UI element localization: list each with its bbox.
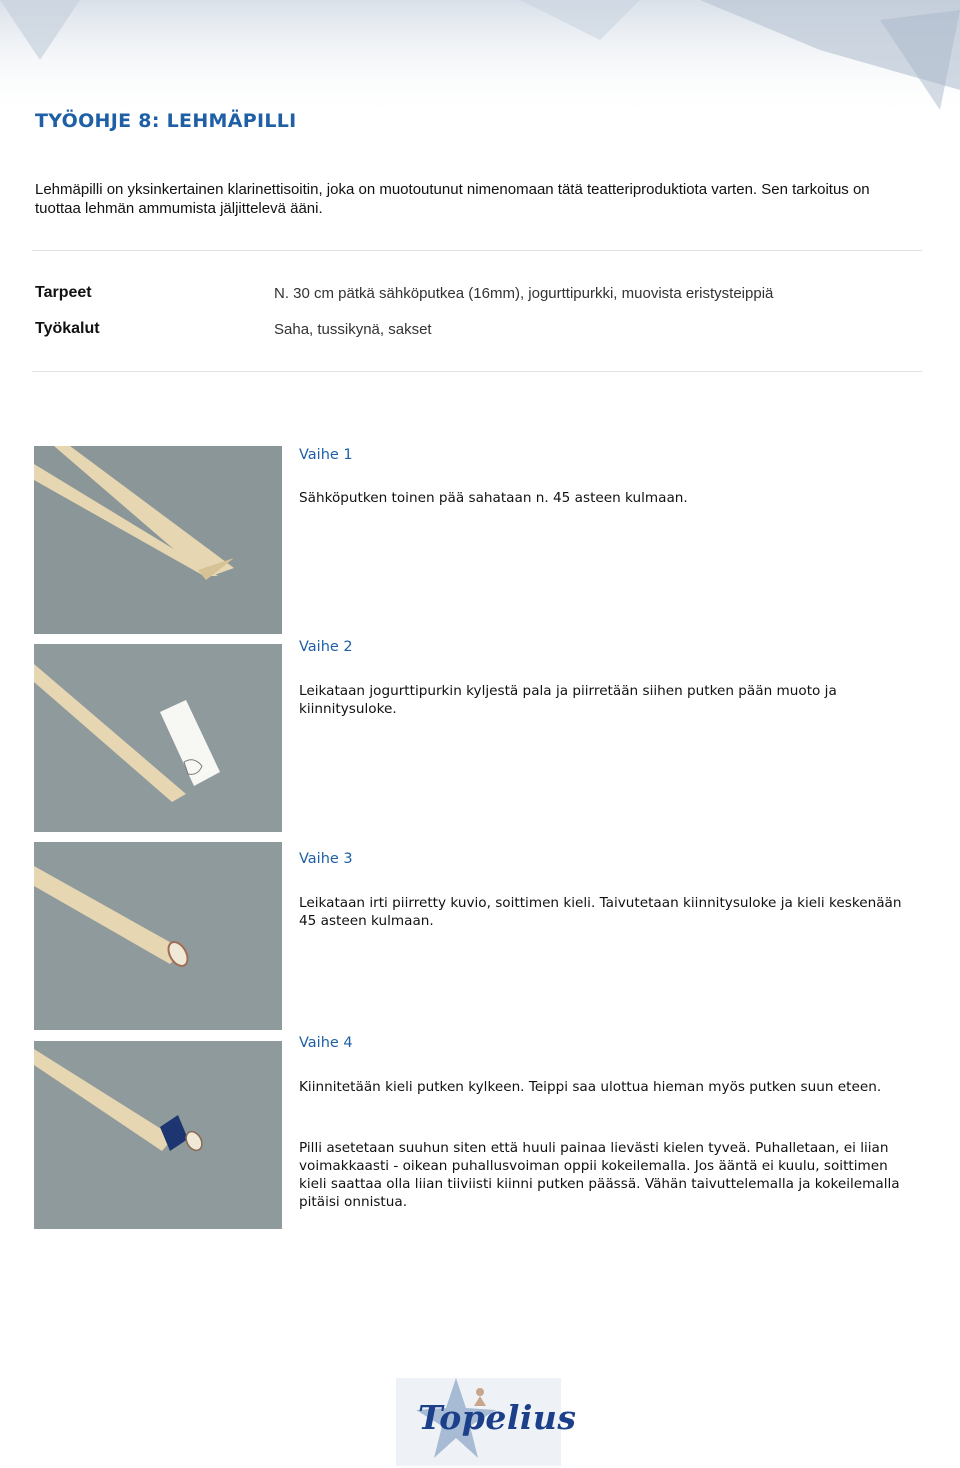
header-decoration (0, 0, 960, 120)
step-text: Leikataan jogurttipurkin kyljestä pala ja piirretään siihen putken pään muoto ja kiinnitysuloke. (299, 683, 837, 717)
step-title: Vaihe 4 (299, 1035, 353, 1051)
materials-value: N. 30 cm pätkä sähköputkea (16mm), jogurttipurkki, muovista eristysteippiä (274, 285, 774, 302)
divider (32, 250, 922, 251)
intro-paragraph: Lehmäpilli on yksinkertainen klarinettisoitin, joka on muotoutunut nimenomaan tätä teatteriproduktiota varten. Sen tarkoitus on tuottaa lehmän ammumista jäljittelevä ääni. (35, 181, 870, 217)
pipe-reed-photo (34, 842, 282, 1030)
tools-label: Työkalut (35, 320, 100, 337)
page-title: TYÖOHJE 8: LEHMÄPILLI (35, 110, 297, 132)
divider (32, 371, 922, 372)
step-text: Leikataan irti piirretty kuvio, soittimen kieli. Taivutetaan kiinnitysuloke ja kieli keskenään 45 asteen kulmaan. (299, 895, 902, 929)
step-text: Sähköputken toinen pää sahataan n. 45 asteen kulmaan. (299, 490, 688, 506)
step-title: Vaihe 3 (299, 851, 353, 867)
step-title: Vaihe 2 (299, 639, 353, 655)
step-title: Vaihe 1 (299, 447, 353, 463)
pipe-taped-photo (34, 1041, 282, 1229)
step-text: Pilli asetetaan suuhun siten että huuli painaa lievästi kielen tyveä. Puhalletaan, ei liian voimakkaasti - oikean puhallusvoiman oppii kokeilemalla. Jos ääntä ei kuulu, soittimen kieli saattaa olla liian tiiviisti kiinni putken päässä. Vähän taivuttelemalla ja kokeilemalla pitäisi onnistua. (299, 1140, 900, 1210)
pipe-template-photo (34, 644, 282, 832)
materials-label: Tarpeet (35, 284, 92, 301)
tools-value: Saha, tussikynä, sakset (274, 321, 432, 338)
step-text: Kiinnitetään kieli putken kylkeen. Teippi saa ulottua hieman myös putken suun eteen. (299, 1079, 882, 1095)
pipe-cut-photo (34, 446, 282, 634)
logo-text: Topelius (418, 1398, 577, 1437)
